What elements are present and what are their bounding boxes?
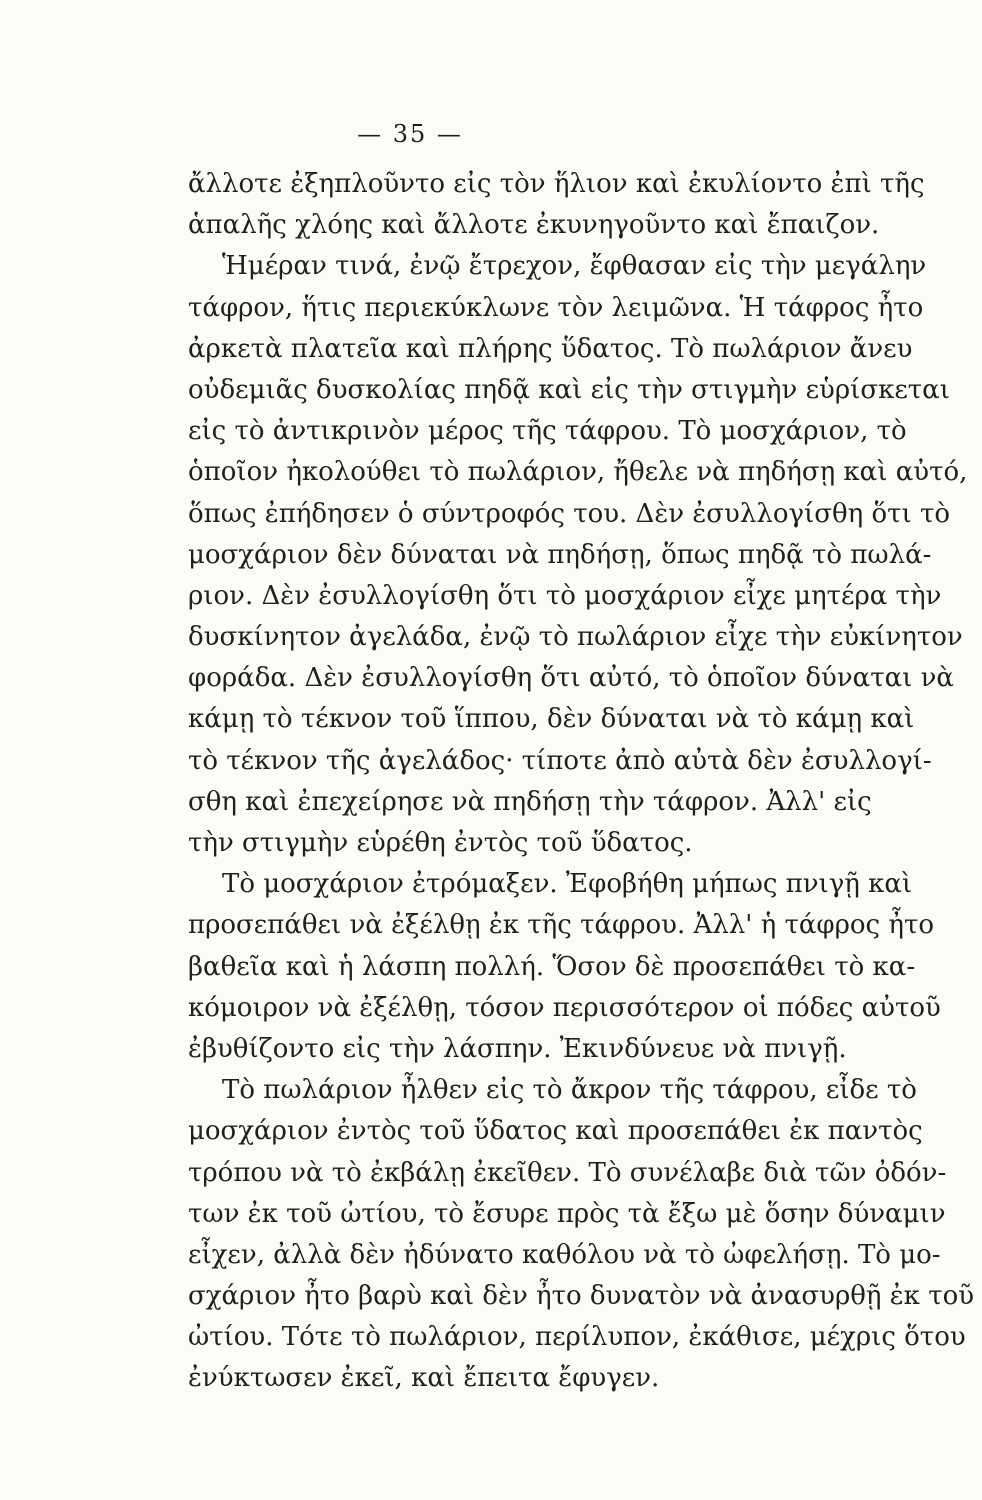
text-line: τὴν στιγμὴν εὑρέθη ἐντὸς τοῦ ὕδατος. — [188, 828, 693, 858]
text-line: σθη καὶ ἐπεχείρησε νὰ πηδήσῃ τὴν τάφρον. Ἀλλ' εἰς — [188, 786, 872, 817]
text-line: φοράδα. Δὲν ἐσυλλογίσθη ὅτι αὐτό, τὸ ὁποῖον δύναται νὰ — [188, 663, 954, 694]
page-number: — 35 — — [357, 120, 463, 148]
text-line: ἀρκετὰ πλατεῖα καὶ πλήρης ὕδατος. Τὸ πωλάριον ἄνευ — [188, 333, 913, 364]
text-line: σχάριον ἦτο βαρὺ καὶ δὲν ἦτο δυνατὸν νὰ ἀνασυρθῇ ἐκ τοῦ — [188, 1281, 975, 1312]
text-line: ὠτίου. Τότε τὸ πωλάριον, περίλυπον, ἐκάθισε, μέχρις ὅτου — [188, 1322, 966, 1353]
text-line: βαθεῖα καὶ ἡ λάσπη πολλή. Ὅσον δὲ προσεπάθει τὸ κα- — [188, 951, 916, 982]
body-text — [188, 164, 975, 1400]
text-line: κάμῃ τὸ τέκνον τοῦ ἵππου, δὲν δύναται νὰ τὸ κάμῃ καὶ — [188, 704, 915, 735]
text-line: μοσχάριον ἐντὸς τοῦ ὕδατος καὶ προσεπάθει ἐκ παντὸς — [188, 1116, 923, 1147]
text-line: ἄλλοτε ἐξηπλοῦντο εἰς τὸν ἥλιον καὶ ἐκυλίοντο ἐπὶ τῆς — [188, 169, 925, 199]
text-line: ἐβυθίζοντο εἰς τὴν λάσπην. Ἐκινδύνευε νὰ πνιγῇ. — [188, 1033, 847, 1064]
text-line: δυσκίνητον ἀγελάδα, ἐνῷ τὸ πωλάριον εἶχε τὴν εὐκίνητον — [188, 622, 963, 653]
text-line: των ἐκ τοῦ ὠτίου, τὸ ἔσυρε πρὸς τὰ ἔξω μὲ ὅσην δύναμιν — [188, 1198, 946, 1229]
text-line: ἐνύκτωσεν ἐκεῖ, καὶ ἔπειτα ἔφυγεν. — [188, 1363, 660, 1394]
text-line: οὐδεμιᾶς δυσκολίας πηδᾷ καὶ εἰς τὴν στιγμὴν εὑρίσκεται — [188, 374, 950, 405]
text-line: προσεπάθει νὰ ἐξέλθῃ ἐκ τῆς τάφρου. Ἀλλ' ἡ τάφρος ἦτο — [188, 910, 935, 941]
text-line: ριον. Δὲν ἐσυλλογίσθη ὅτι τὸ μοσχάριον εἶχε μητέρα τὴν — [188, 580, 942, 611]
text-line: τρόπου νὰ τὸ ἐκβάλῃ ἐκεῖθεν. Τὸ συνέλαβε διὰ τῶν ὀδόν- — [188, 1157, 947, 1188]
text-line: εἶχεν, ἀλλὰ δὲν ἠδύνατο καθόλου νὰ τὸ ὠφελήσῃ. Τὸ μο- — [188, 1239, 941, 1270]
text-line: κόμοιρον νὰ ἐξέλθῃ, τόσον περισσότερον οἱ πόδες αὐτοῦ — [188, 992, 941, 1023]
text-line: εἰς τὸ ἀντικρινὸν μέρος τῆς τάφρου. Τὸ μοσχάριον, τὸ — [188, 416, 907, 447]
text-line: Τὸ πωλάριον ἦλθεν εἰς τὸ ἄκρον τῆς τάφρου, εἶδε τὸ — [222, 1075, 917, 1106]
text-line: τάφρον, ἥτις περιεκύκλωνε τὸν λειμῶνα. Ἡ τάφρος ἦτο — [188, 292, 924, 323]
text-line: Ἡμέραν τινά, ἐνῷ ἔτρεχον, ἔφθασαν εἰς τὴν μεγάλην — [222, 251, 927, 282]
text-line: τὸ τέκνον τῆς ἀγελάδος· τίποτε ἀπὸ αὐτὰ δὲν ἐσυλλογί- — [188, 745, 932, 776]
text-line: μοσχάριον δὲν δύναται νὰ πηδήσῃ, ὅπως πηδᾷ τὸ πωλά- — [188, 539, 932, 570]
text-line: ὁποῖον ἠκολούθει τὸ πωλάριον, ἤθελε νὰ πηδήσῃ καὶ αὐτό, — [188, 457, 968, 488]
text-line: ἁπαλῆς χλόης καὶ ἄλλοτε ἐκυνηγοῦντο καὶ ἔπαιζον. — [188, 210, 880, 241]
text-line: Τὸ μοσχάριον ἐτρόμαξεν. Ἐφοβήθη μήπως πνιγῇ καὶ — [222, 869, 913, 900]
text-line: ὅπως ἐπήδησεν ὁ σύντροφός του. Δὲν ἐσυλλογίσθη ὅτι τὸ — [188, 498, 950, 529]
